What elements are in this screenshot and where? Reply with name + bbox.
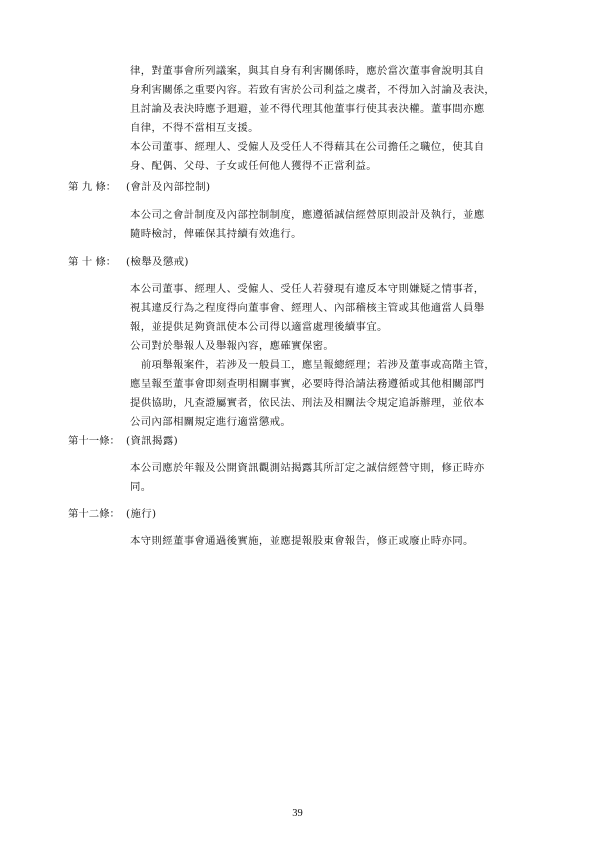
text-line: 身、配偶、父母、子女或任何他人獲得不正當利益。 [130,160,378,172]
article-number: 第 九 條： [68,181,117,193]
article-title: (施行) [126,508,157,520]
article-9-heading [68,180,210,194]
article-number: 第十二條： [68,508,120,520]
text-line: 前項舉報案件，若涉及一般員工，應呈報總經理；若涉及董事或高階主管， [130,359,496,371]
article-title: (會計及內部控制) [126,181,211,193]
text-line: 同。 [130,481,152,493]
article-11-heading [68,434,178,448]
paragraph-enforcement [130,532,532,551]
text-line: 應呈報至董事會即刻查明相關事實，必要時得洽請法務遵循或其他相關部門 [130,378,485,390]
text-line: 提供協助，凡查證屬實者，依民法、刑法及相關法令規定追訴辦理，並依本 [130,397,485,409]
text-line: 本公司應於年報及公開資訊觀測站揭露其所訂定之誠信經營守則，修正時亦 [130,462,485,474]
paragraph-whistleblowing [130,280,532,432]
paragraph-disclosure [130,459,532,497]
text-line: 律，對董事會所列議案，與其自身有利害關係時，應於當次董事會說明其自 [130,65,485,77]
paragraph-board-conflict [130,62,532,176]
text-line: 本守則經董事會通過後實施，並應提報股東會報告，修正或廢止時亦同。 [130,535,474,547]
article-title: (資訊揭露) [126,435,179,447]
text-line: 且討論及表決時應予迴避，並不得代理其他董事行使其表決權。董事間亦應 [130,103,485,115]
text-line: 隨時檢討，俾確保其持續有效進行。 [130,228,302,240]
article-10-heading [68,255,189,269]
text-line: 本公司董事、經理人、受僱人及受任人不得藉其在公司擔任之職位，使其自 [130,141,485,153]
text-line: 報，並提供足夠資訊使本公司得以適當處理後續事宜。 [130,321,388,333]
article-number: 第十一條： [68,435,120,447]
text-line: 自律，不得不當相互支援。 [130,122,259,134]
text-line: 公司內部相關規定進行適當懲戒。 [130,416,292,428]
text-line: 公司對於舉報人及舉報內容，應確實保密。 [130,340,335,352]
text-line: 身利害關係之重要內容。若致有害於公司利益之虞者，不得加入討論及表決， [130,84,496,96]
text-line: 本公司之會計制度及內部控制制度，應遵循誠信經營原則設計及執行，並應 [130,209,485,221]
article-title: (檢舉及懲戒) [126,256,189,268]
article-number: 第 十 條： [68,256,117,268]
page-number: 39 [292,808,303,819]
paragraph-accounting-control [130,206,532,244]
article-12-heading [68,507,157,521]
text-line: 本公司董事、經理人、受僱人、受任人若發現有違反本守則嫌疑之情事者， [130,283,485,295]
text-line: 視其違反行為之程度得向董事會、經理人、內部稽核主管或其他適當人員舉 [130,302,485,314]
